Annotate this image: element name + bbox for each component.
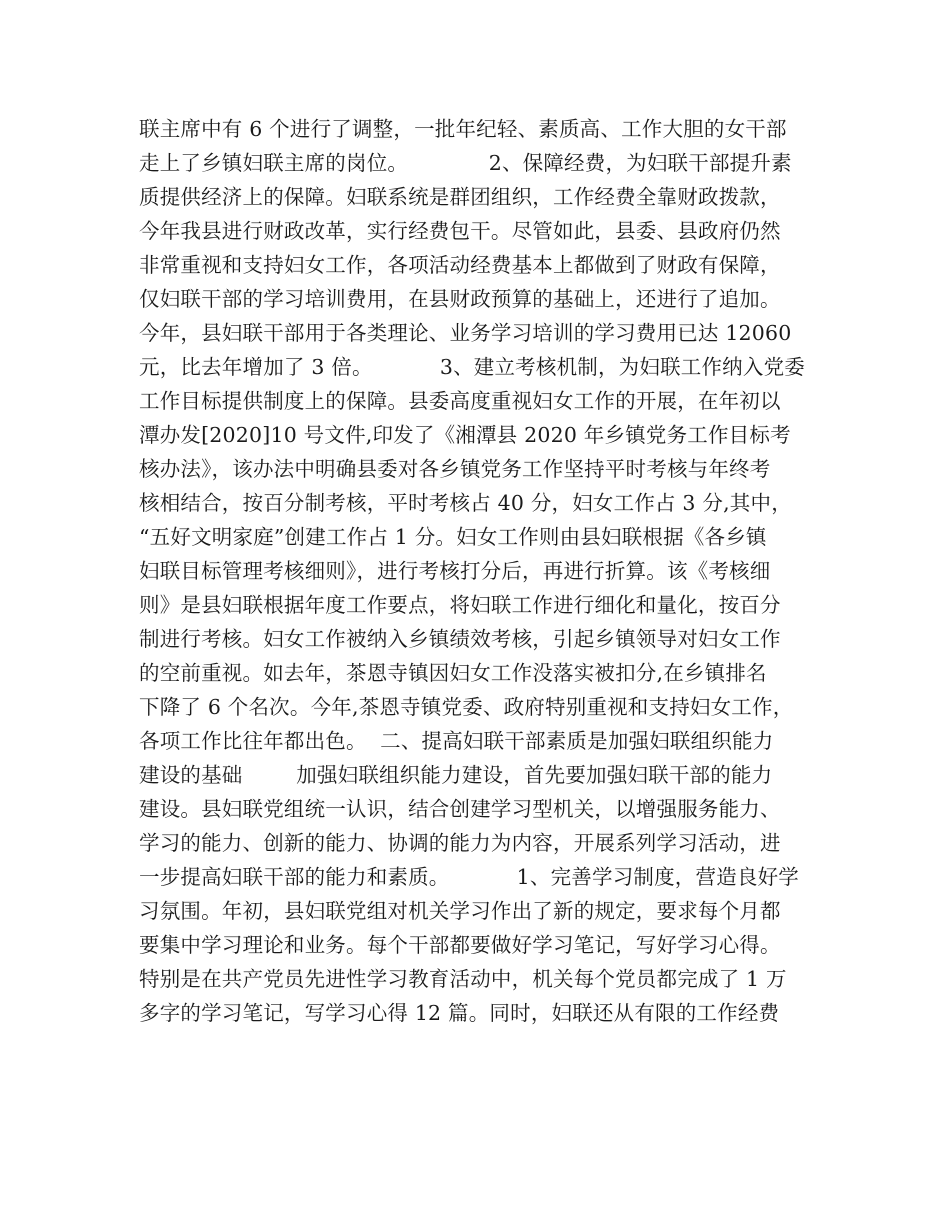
text-line: 学习的能力、创新的能力、协调的能力为内容，开展系列学习活动，进 bbox=[139, 831, 781, 855]
text-line: 下降了 6 个名次。今年,茶恩寺镇党委、政府特别重视和支持妇女工作， bbox=[139, 695, 794, 719]
text-line: 建设的基础 加强妇联组织能力建设，首先要加强妇联干部的能力 bbox=[139, 763, 773, 787]
text-line: 非常重视和支持妇女工作，各项活动经费基本上都做到了财政有保障， bbox=[139, 253, 781, 277]
text-line: 多字的学习笔记，写学习心得 12 篇。同时，妇联还从有限的工作经费 bbox=[139, 1001, 780, 1025]
text-line: 特别是在共产党员先进性学习教育活动中，机关每个党员都完成了 1 万 bbox=[139, 967, 787, 991]
text-line: 工作目标提供制度上的保障。县委高度重视妇女工作的开展，在年初以 bbox=[139, 389, 781, 413]
text-line: 习氛围。年初，县妇联党组对机关学习作出了新的规定，要求每个月都 bbox=[139, 899, 781, 923]
text-line: 则》是县妇联根据年度工作要点，将妇联工作进行细化和量化，按百分 bbox=[139, 593, 781, 617]
text-line: 建设。县妇联党组统一认识，结合创建学习型机关，以增强服务能力、 bbox=[139, 797, 781, 821]
text-line: 要集中学习理论和业务。每个干部都要做好学习笔记，写好学习心得。 bbox=[139, 933, 781, 957]
text-line: 今年我县进行财政改革，实行经费包干。尽管如此，县委、县政府仍然 bbox=[139, 219, 781, 243]
text-line: 核办法》，该办法中明确县委对各乡镇党务工作坚持平时考核与年终考 bbox=[139, 457, 771, 481]
text-line: 今年，县妇联干部用于各类理论、业务学习培训的学习费用已达 12060 bbox=[139, 321, 792, 345]
text-line: 仅妇联干部的学习培训费用，在县财政预算的基础上，还进行了追加。 bbox=[139, 287, 781, 311]
text-line: 的空前重视。如去年，茶恩寺镇因妇女工作没落实被扣分,在乡镇排名 bbox=[139, 661, 767, 685]
text-line: 走上了乡镇妇联主席的岗位。 2、保障经费，为妇联干部提升素 bbox=[139, 151, 792, 175]
text-line: 核相结合，按百分制考核，平时考核占 40 分，妇女工作占 3 分,其中， bbox=[139, 491, 792, 515]
text-line: “五好文明家庭”创建工作占 1 分。妇女工作则由县妇联根据《各乡镇 bbox=[139, 525, 767, 549]
text-line: 妇联目标管理考核细则》，进行考核打分后，再进行折算。该《考核细 bbox=[139, 559, 771, 583]
text-line: 元，比去年增加了 3 倍。 3、建立考核机制，为妇联工作纳入党委 bbox=[139, 355, 805, 379]
text-line: 质提供经济上的保障。妇联系统是群团组织，工作经费全靠财政拨款， bbox=[139, 185, 781, 209]
text-line: 联主席中有 6 个进行了调整，一批年纪轻、素质高、工作大胆的女干部 bbox=[139, 117, 787, 141]
text-line: 潭办发[2020]10 号文件,印发了《湘潭县 2020 年乡镇党务工作目标考 bbox=[139, 423, 791, 447]
text-line: 各项工作比往年都出色。 二、提高妇联干部素质是加强妇联组织能力 bbox=[139, 729, 774, 753]
text-line: 制进行考核。妇女工作被纳入乡镇绩效考核，引起乡镇领导对妇女工作 bbox=[139, 627, 781, 651]
text-line: 一步提高妇联干部的能力和素质。 1、完善学习制度，营造良好学 bbox=[139, 865, 800, 889]
body-text bbox=[139, 112, 829, 1030]
